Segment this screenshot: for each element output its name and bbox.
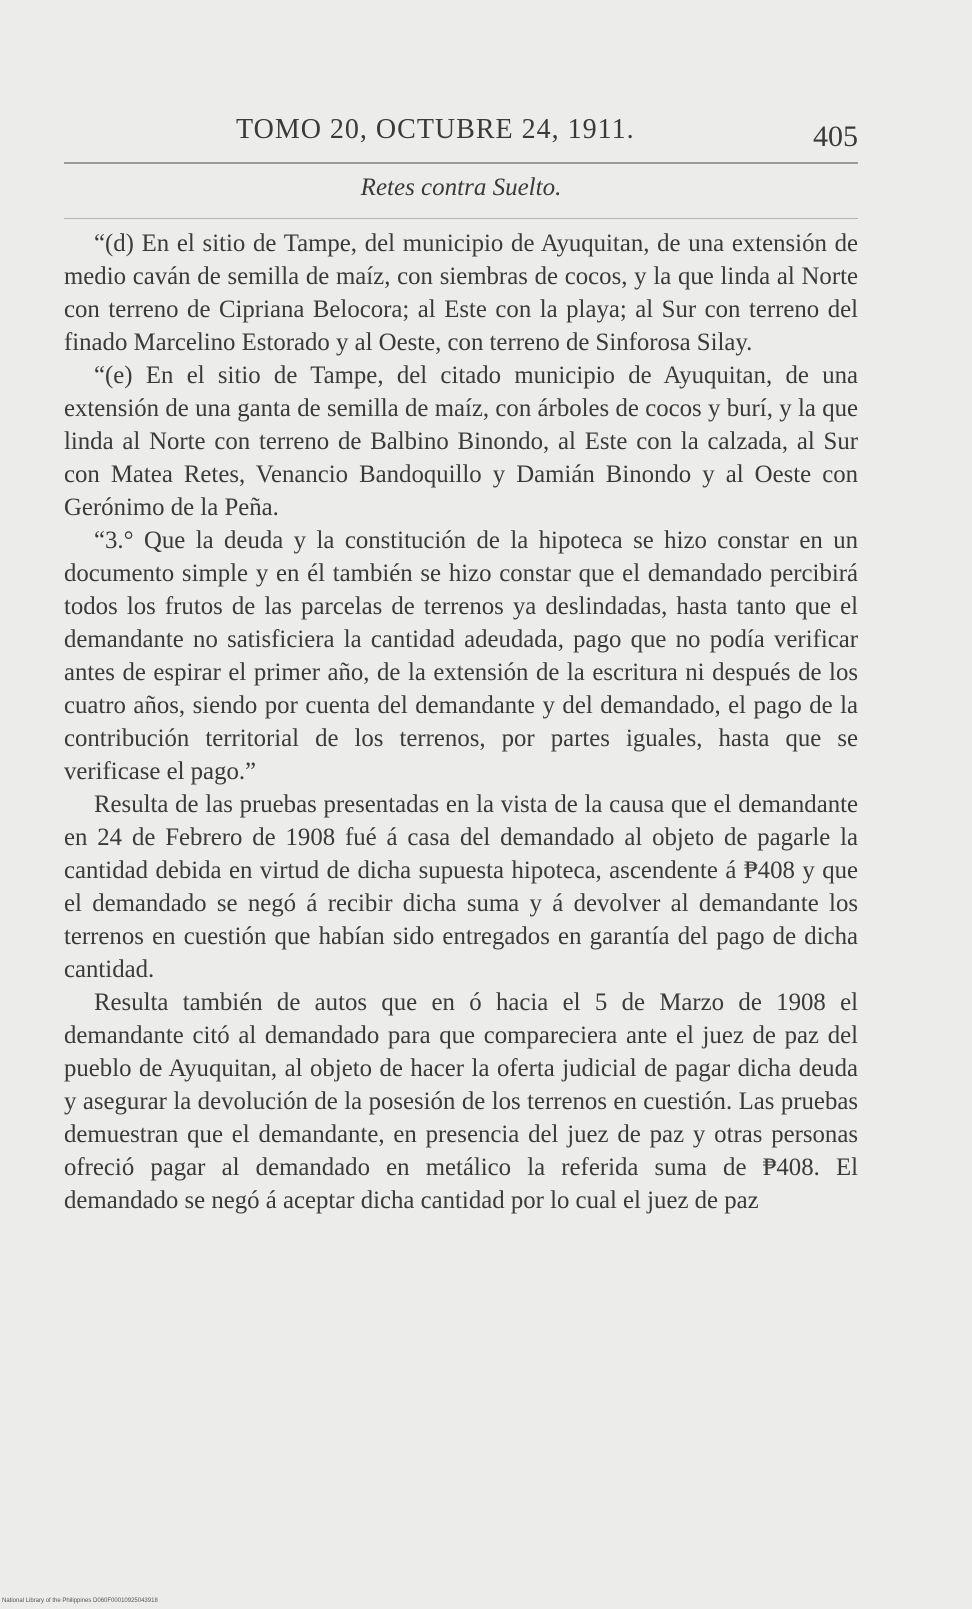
case-title-rule — [64, 218, 858, 219]
body-text — [64, 227, 858, 1217]
case-title: Retes contra Suelto. — [360, 174, 562, 201]
header-rule — [64, 162, 858, 164]
paragraph-resulta-autos: Resulta también de autos que en ó hacia el 5 de Marzo de 1908 el demandante citó al demandado para que compareciera ante el juez de paz del pueblo de Ayuquitan, al objeto de hacer la oferta judicial de pagar dicha deuda y asegurar la devolución de la posesión de los terrenos en cuestión. Las pruebas demuestran que el demandante, en presencia del juez de paz y otras personas ofreció pagar al demandado en metálico la referida suma de ₱408. El demandado se negó á aceptar dicha cantidad por lo cual el juez de paz — [64, 989, 858, 1214]
running-title: TOMO 20, OCTUBRE 24, 1911. — [236, 114, 635, 145]
page-number: 405 — [813, 120, 858, 153]
paragraph-e: “(e) En el sitio de Tampe, del citado municipio de Ayuquitan, de una extensión de una ganta de semilla de maíz, con árboles de cocos y burí, y la que linda al Norte con terreno de Balbino Binondo, al Este con la calzada, al Sur con Matea Retes, Venancio Bandoquillo y Damián Binondo y al Oeste con Gerónimo de la Peña. — [64, 362, 858, 521]
footer-credit: National Library of the Philippines D060F00010925043918 — [2, 1598, 158, 1604]
paragraph-d: “(d) En el sitio de Tampe, del municipio de Ayuquitan, de una extensión de medio caván de semilla de maíz, con siembras de cocos, y la que linda al Norte con terreno de Cipriana Belocora; al Este con la playa; al Sur con terreno del finado Marcelino Estorado y al Oeste, con terreno de Sinforosa Silay. — [64, 230, 858, 356]
paragraph-third: “3.° Que la deuda y la constitución de la hipoteca se hizo constar en un documento simple y en él también se hizo constar que el demandado percibirá todos los frutos de las parcelas de terrenos ya deslindadas, hasta tanto que el demandante no satisficiera la cantidad adeudada, pago que no podía verificar antes de espirar el primer año, de la extensión de la escritura ni después de los cuatro años, siendo por cuenta del demandante y del demandado, el pago de la contribución territorial de los terrenos, por partes iguales, hasta que se verificase el pago.” — [64, 527, 858, 785]
paragraph-resulta-pruebas: Resulta de las pruebas presentadas en la vista de la causa que el demandante en 24 de Febrero de 1908 fué á casa del demandado al objeto de pagarle la cantidad debida en virtud de dicha supuesta hipoteca, ascendente á ₱408 y que el demandado se negó á recibir dicha suma y á devolver al demandante los terrenos en cuestión que habían sido entregados en garantía del pago de dicha cantidad. — [64, 791, 858, 983]
page-header — [64, 112, 858, 162]
